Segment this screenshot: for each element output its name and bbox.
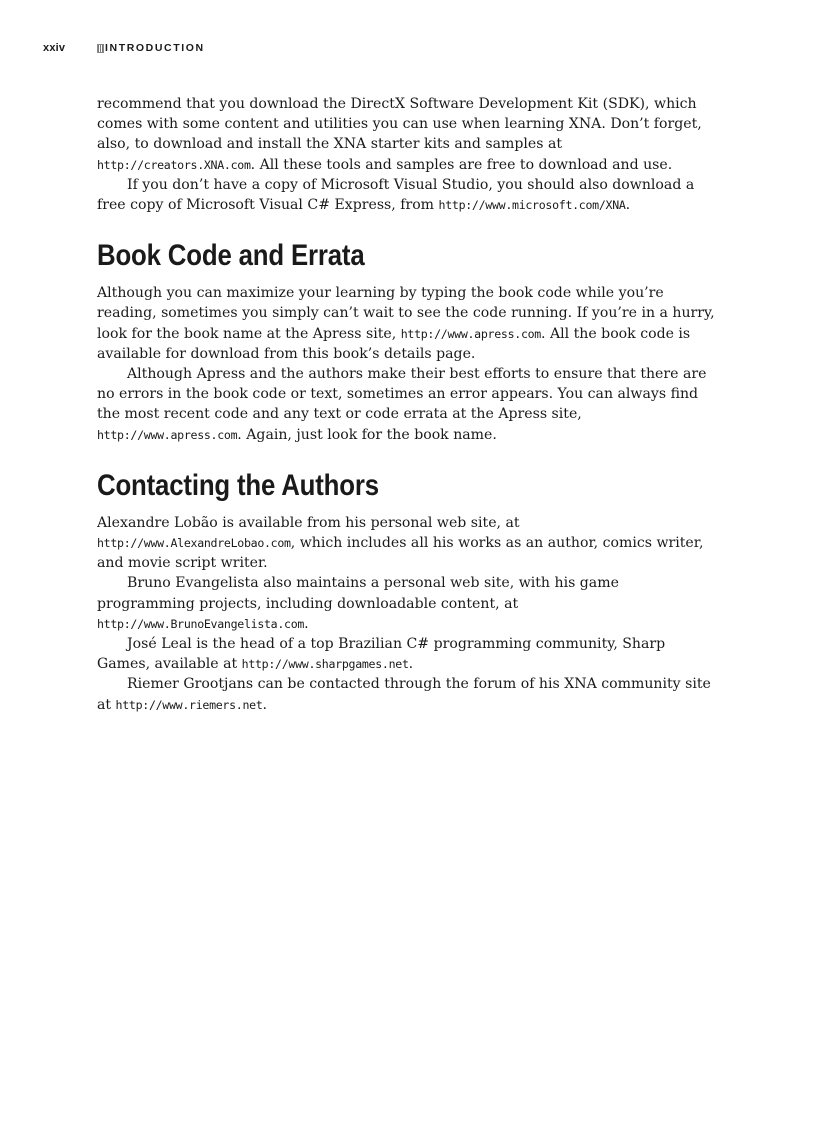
paragraph-text: . Again, just look for the book name.	[237, 426, 497, 443]
intro-paragraph-1	[97, 94, 717, 175]
paragraph-text: . All the book code is available for download from this book’s details page.	[97, 325, 691, 362]
url-riemers: http://www.riemers.net	[115, 697, 263, 712]
url-bruno-evangelista: http://www.BrunoEvangelista.com	[97, 616, 305, 631]
paragraph-text: José Leal is the head of a top Brazilian C# programming community, Sharp Games, available at	[97, 636, 666, 673]
page-body	[97, 94, 717, 715]
running-head: INTRODUCTION	[105, 42, 205, 54]
url-alexandre-lobao: http://www.AlexandreLobao.com	[97, 536, 291, 551]
paragraph-text: .	[262, 696, 267, 713]
paragraph-text: Riemer Grootjans can be contacted through the forum of his XNA community site at	[97, 676, 711, 713]
url-sharpgames: http://www.sharpgames.net	[241, 657, 409, 672]
paragraph-text: Although you can maximize your learning by typing the book code while you’re reading, sometimes you simply can’t wait to see the code running. If you’re in a hurry, look for the book name at the Apress site,	[97, 285, 715, 342]
intro-paragraph-2	[97, 175, 717, 215]
contacting-paragraph-1	[97, 513, 717, 574]
page-number: xxiv	[43, 42, 66, 54]
heading-book-code-errata: Book Code and Errata	[97, 239, 365, 273]
contacting-paragraph-4	[97, 674, 717, 714]
paragraph-text: recommend that you download the DirectX Software Development Kit (SDK), which comes with some content and utilities you can use when learning XNA. Don’t forget, also, to download and install the XNA starter kits and samples at	[97, 96, 702, 153]
section-mark-icon	[97, 44, 104, 53]
url-creators-xna: http://creators.XNA.com	[97, 157, 251, 172]
contacting-paragraph-3	[97, 634, 717, 674]
book-code-paragraph-2	[97, 364, 717, 445]
heading-contacting-authors: Contacting the Authors	[97, 468, 379, 502]
url-microsoft-xna: http://www.microsoft.com/XNA	[438, 198, 626, 213]
paragraph-text: .	[408, 656, 414, 673]
paragraph-text: Alexandre Lobão is available from his personal web site, at	[97, 514, 520, 531]
paragraph-text: .	[625, 197, 631, 214]
book-code-paragraph-1	[97, 283, 717, 364]
paragraph-text: Bruno Evangelista also maintains a personal web site, with his game programming projects, including downloadable content, at	[97, 575, 619, 612]
paragraph-text: .	[304, 615, 309, 632]
paragraph-text: Although Apress and the authors make their best efforts to ensure that there are no errors in the book code or text, sometimes an error appears. You can always find the most recent code and any text or code errata at the Apress site,	[97, 366, 707, 423]
paragraph-text: , which includes all his works as an author, comics writer, and movie script writer.	[97, 535, 704, 572]
url-apress: http://www.apress.com	[97, 427, 238, 442]
contacting-paragraph-2	[97, 573, 717, 634]
paragraph-text: . All these tools and samples are free to download and use.	[250, 156, 673, 173]
paragraph-text: If you don’t have a copy of Microsoft Visual Studio, you should also download a free copy of Microsoft Visual C# Express, from	[97, 176, 695, 214]
page-header	[43, 40, 205, 56]
url-apress: http://www.apress.com	[400, 326, 541, 341]
